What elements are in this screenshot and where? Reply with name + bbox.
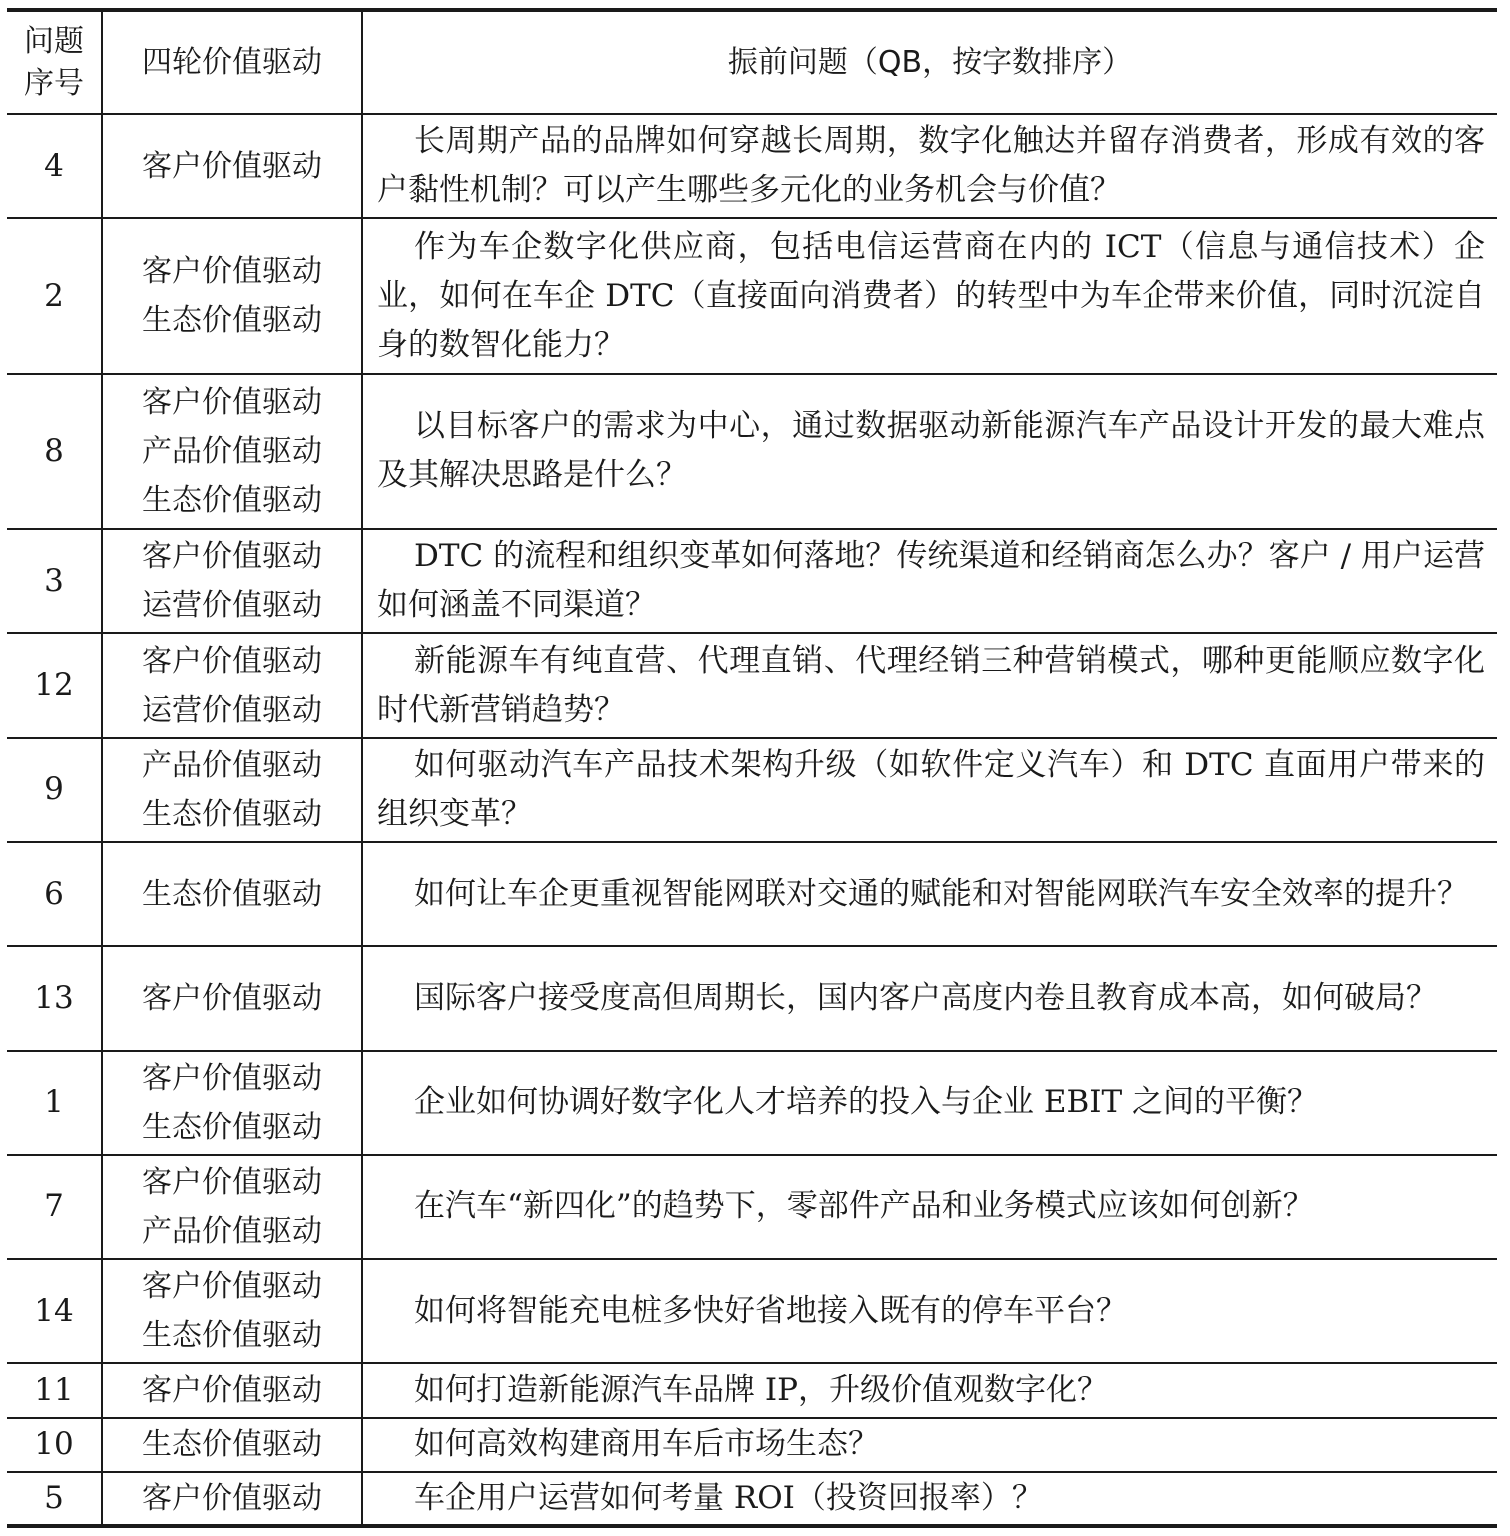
value-drivers (102, 1363, 362, 1417)
value-driver-label: 运营价值驱动 (142, 588, 322, 624)
question-text: 如何将智能充电桩多快好省地接入既有的停车平台？ (362, 1259, 1497, 1363)
table-row (7, 218, 1497, 373)
table-row (7, 374, 1497, 529)
value-driver-label: 客户价值驱动 (142, 1164, 322, 1200)
question-text: 如何高效构建商用车后市场生态？ (362, 1418, 1497, 1472)
question-number: 3 (7, 529, 102, 633)
value-drivers (102, 633, 362, 737)
question-number: 8 (7, 374, 102, 529)
value-driver-label: 产品价值驱动 (142, 1213, 322, 1249)
question-number: 6 (7, 842, 102, 946)
table-row (7, 529, 1497, 633)
header-num-line-2: 序号 (24, 65, 84, 101)
value-drivers (102, 529, 362, 633)
value-drivers (102, 374, 362, 529)
value-drivers (102, 1472, 362, 1526)
question-text: 如何让车企更重视智能网联对交通的赋能和对智能网联汽车安全效率的提升？ (362, 842, 1497, 946)
question-number: 4 (7, 114, 102, 218)
question-number: 1 (7, 1051, 102, 1155)
question-text: 车企用户运营如何考量 ROI（投资回报率）？ (362, 1472, 1497, 1526)
header-question: 振前问题（QB，按字数排序） (362, 10, 1497, 114)
value-driver-label: 客户价值驱动 (142, 148, 322, 184)
value-driver-label: 生态价值驱动 (142, 482, 322, 518)
header-question-number (7, 10, 102, 114)
question-text: 如何驱动汽车产品技术架构升级（如软件定义汽车）和 DTC 直面用户带来的组织变革？ (362, 738, 1497, 842)
value-driver-label: 生态价值驱动 (142, 303, 322, 338)
value-driver-label: 客户价值驱动 (142, 1269, 322, 1305)
value-driver-label: 客户价值驱动 (142, 254, 322, 289)
table-body (7, 114, 1497, 1526)
question-number: 11 (7, 1363, 102, 1417)
value-driver-label: 运营价值驱动 (142, 692, 322, 728)
value-drivers (102, 218, 362, 373)
question-number: 5 (7, 1472, 102, 1526)
value-drivers (102, 114, 362, 218)
question-number: 10 (7, 1418, 102, 1472)
question-number: 2 (7, 218, 102, 373)
question-text: 企业如何协调好数字化人才培养的投入与企业 EBIT 之间的平衡？ (362, 1051, 1497, 1155)
question-text: DTC 的流程和组织变革如何落地？传统渠道和经销商怎么办？客户 / 用户运营如何涵盖不同渠道？ (362, 529, 1497, 633)
value-driver-label: 产品价值驱动 (142, 747, 322, 783)
question-text: 在汽车“新四化”的趋势下，零部件产品和业务模式应该如何创新？ (362, 1155, 1497, 1259)
value-driver-label: 产品价值驱动 (142, 433, 322, 469)
table-row (7, 842, 1497, 946)
value-drivers (102, 842, 362, 946)
table-row (7, 114, 1497, 218)
question-number: 12 (7, 633, 102, 737)
value-driver-label: 客户价值驱动 (142, 1060, 322, 1096)
value-driver-label: 生态价值驱动 (142, 1318, 322, 1354)
question-number: 7 (7, 1155, 102, 1259)
question-number: 13 (7, 946, 102, 1050)
value-driver-label: 生态价值驱动 (142, 796, 322, 832)
value-drivers (102, 1418, 362, 1472)
value-driver-label: 客户价值驱动 (142, 1372, 322, 1408)
table-row (7, 633, 1497, 737)
table-row (7, 946, 1497, 1050)
value-drivers (102, 1155, 362, 1259)
value-drivers (102, 738, 362, 842)
question-text: 以目标客户的需求为中心，通过数据驱动新能源汽车产品设计开发的最大难点及其解决思路是什么？ (362, 374, 1497, 529)
value-drivers (102, 1259, 362, 1363)
question-number: 14 (7, 1259, 102, 1363)
value-driver-label: 生态价值驱动 (142, 1109, 322, 1145)
question-text: 国际客户接受度高但周期长，国内客户高度内卷且教育成本高，如何破局？ (362, 946, 1497, 1050)
value-driver-label: 生态价值驱动 (142, 876, 322, 912)
value-driver-label: 生态价值驱动 (142, 1427, 322, 1463)
question-text: 作为车企数字化供应商，包括电信运营商在内的 ICT（信息与通信技术）企业，如何在车企 DTC（直接面向消费者）的转型中为车企带来价值，同时沉淀自身的数智化能力？ (362, 218, 1497, 373)
questions-table (7, 8, 1497, 1528)
header-value-driver: 四轮价值驱动 (102, 10, 362, 114)
table-row (7, 1155, 1497, 1259)
header-row (7, 10, 1497, 114)
table-row (7, 738, 1497, 842)
value-driver-label: 客户价值驱动 (142, 1480, 322, 1516)
table-row (7, 1051, 1497, 1155)
question-text: 新能源车有纯直营、代理直销、代理经销三种营销模式，哪种更能顺应数字化时代新营销趋势？ (362, 633, 1497, 737)
value-driver-label: 客户价值驱动 (142, 384, 322, 420)
table-row (7, 1259, 1497, 1363)
value-driver-label: 客户价值驱动 (142, 980, 322, 1016)
header-num-line-1: 问题 (24, 23, 84, 59)
table-row (7, 1418, 1497, 1472)
value-driver-label: 客户价值驱动 (142, 643, 322, 679)
question-text: 长周期产品的品牌如何穿越长周期，数字化触达并留存消费者，形成有效的客户黏性机制？可以产生哪些多元化的业务机会与价值？ (362, 114, 1497, 218)
question-text: 如何打造新能源汽车品牌 IP，升级价值观数字化？ (362, 1363, 1497, 1417)
value-drivers (102, 946, 362, 1050)
value-drivers (102, 1051, 362, 1155)
table-row (7, 1472, 1497, 1526)
value-driver-label: 客户价值驱动 (142, 539, 322, 575)
table-row (7, 1363, 1497, 1417)
question-number: 9 (7, 738, 102, 842)
